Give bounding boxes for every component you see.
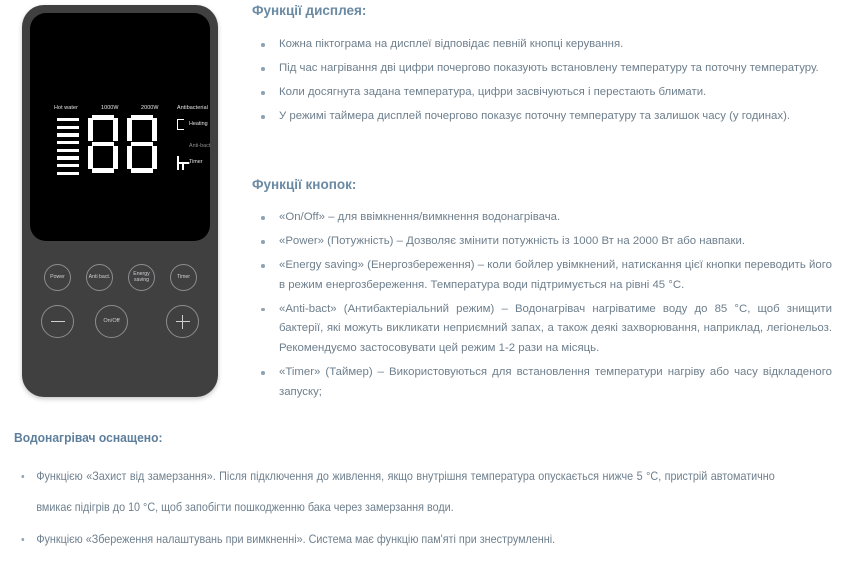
seven-segment-digit-tens: [88, 115, 118, 173]
power-button[interactable]: [44, 264, 71, 291]
list-item: «Energy saving» (Енергозбереження) – коли бойлер увімкнений, натискання цієї кнопки переводить його в режим енергозбереження. Температура води підтримується на рівні 45 °C.: [252, 256, 832, 295]
list-item: Коли досягнута задана температура, цифри засвічуються і перестають блимати.: [252, 83, 832, 103]
energy-saving-button[interactable]: [128, 264, 155, 291]
display-functions-list: [252, 35, 832, 131]
anti-bact-button-label: Anti bact.: [88, 273, 111, 280]
list-item: Функцією «Збереження налаштувань при вимкненні». Система має функцію пам'яті при знеструмленні.: [14, 524, 775, 555]
increase-button[interactable]: [166, 305, 199, 338]
hours-unit-icon: [177, 156, 184, 170]
list-item: «Power» (Потужність) – Дозволяє змінити потужність із 1000 Вт на 2000 Вт або навпаки.: [252, 232, 832, 252]
plus-icon: [176, 315, 190, 329]
display-label-heating: Heating: [189, 121, 208, 127]
list-item: «On/Off» – для ввімкнення/вимкнення водонагрівача.: [252, 208, 832, 228]
button-functions-list: [252, 208, 832, 407]
equipped-section-title: Водонагрівач оснащено:: [14, 430, 163, 445]
water-heater-control-panel: [22, 5, 218, 397]
timer-button[interactable]: [170, 264, 197, 291]
equipped-features-list: [14, 461, 832, 555]
on-off-button[interactable]: [95, 305, 128, 338]
equipped-section: [14, 430, 832, 556]
button-functions-title: Функції кнопок:: [252, 177, 357, 192]
celsius-unit-icon: [177, 119, 184, 130]
on-off-button-label: On/Off: [103, 318, 120, 325]
seven-segment-digit-ones: [127, 115, 157, 173]
minus-icon: [51, 315, 65, 329]
power-button-label: Power: [50, 273, 65, 280]
list-item: «Timer» (Таймер) – Використовуються для встановлення температури нагріву або часу відкладеного запуску;: [252, 363, 832, 402]
display-label-2000w: 2000W: [141, 105, 159, 111]
hot-water-level-gauge-icon: [57, 118, 79, 175]
display-label-anti-bact: Anti-bact: [189, 143, 211, 149]
display-label-hot-water: Hot water: [54, 105, 78, 111]
display-label-1000w: 1000W: [101, 105, 119, 111]
list-item: Кожна піктограма на дисплеї відповідає певній кнопці керування.: [252, 35, 832, 55]
display-label-timer: Timer: [189, 159, 203, 165]
display-functions-title: Функції дисплея:: [252, 3, 367, 18]
display-label-antibacterial: Antibacterial: [177, 105, 208, 111]
anti-bact-button[interactable]: [86, 264, 113, 291]
energy-saving-button-label: Energy saving: [133, 270, 150, 283]
list-item: «Anti-bact» (Антибактеріальний режим) – Водонагрівач нагріватиме воду до 85 °C, щоб знищити бактерії, які можуть викликати неприємний запах, а також деякі захворювання, наприклад, легіонельоз. Рекомендуємо застосовувати цей режим 1-2 рази на місяць.: [252, 300, 832, 359]
seven-segment-digits: [88, 115, 157, 173]
list-item: Функцією «Захист від замерзання». Після підключення до живлення, якщо внутрішня температура опускається нижче 5 °C, пристрій автоматично вмикає підігрів до 10 °C, щоб запобігти пошкодженню бака через замерзання води.: [14, 461, 775, 523]
list-item: Під час нагрівання дві цифри почергово показують встановлену температуру та поточну температуру.: [252, 59, 832, 79]
decrease-button[interactable]: [41, 305, 74, 338]
timer-button-label: Timer: [176, 273, 191, 280]
lcd-display-screen: [30, 13, 210, 241]
list-item: У режимі таймера дисплей почергово показує поточну температуру та залишок часу (у годинах).: [252, 107, 832, 127]
